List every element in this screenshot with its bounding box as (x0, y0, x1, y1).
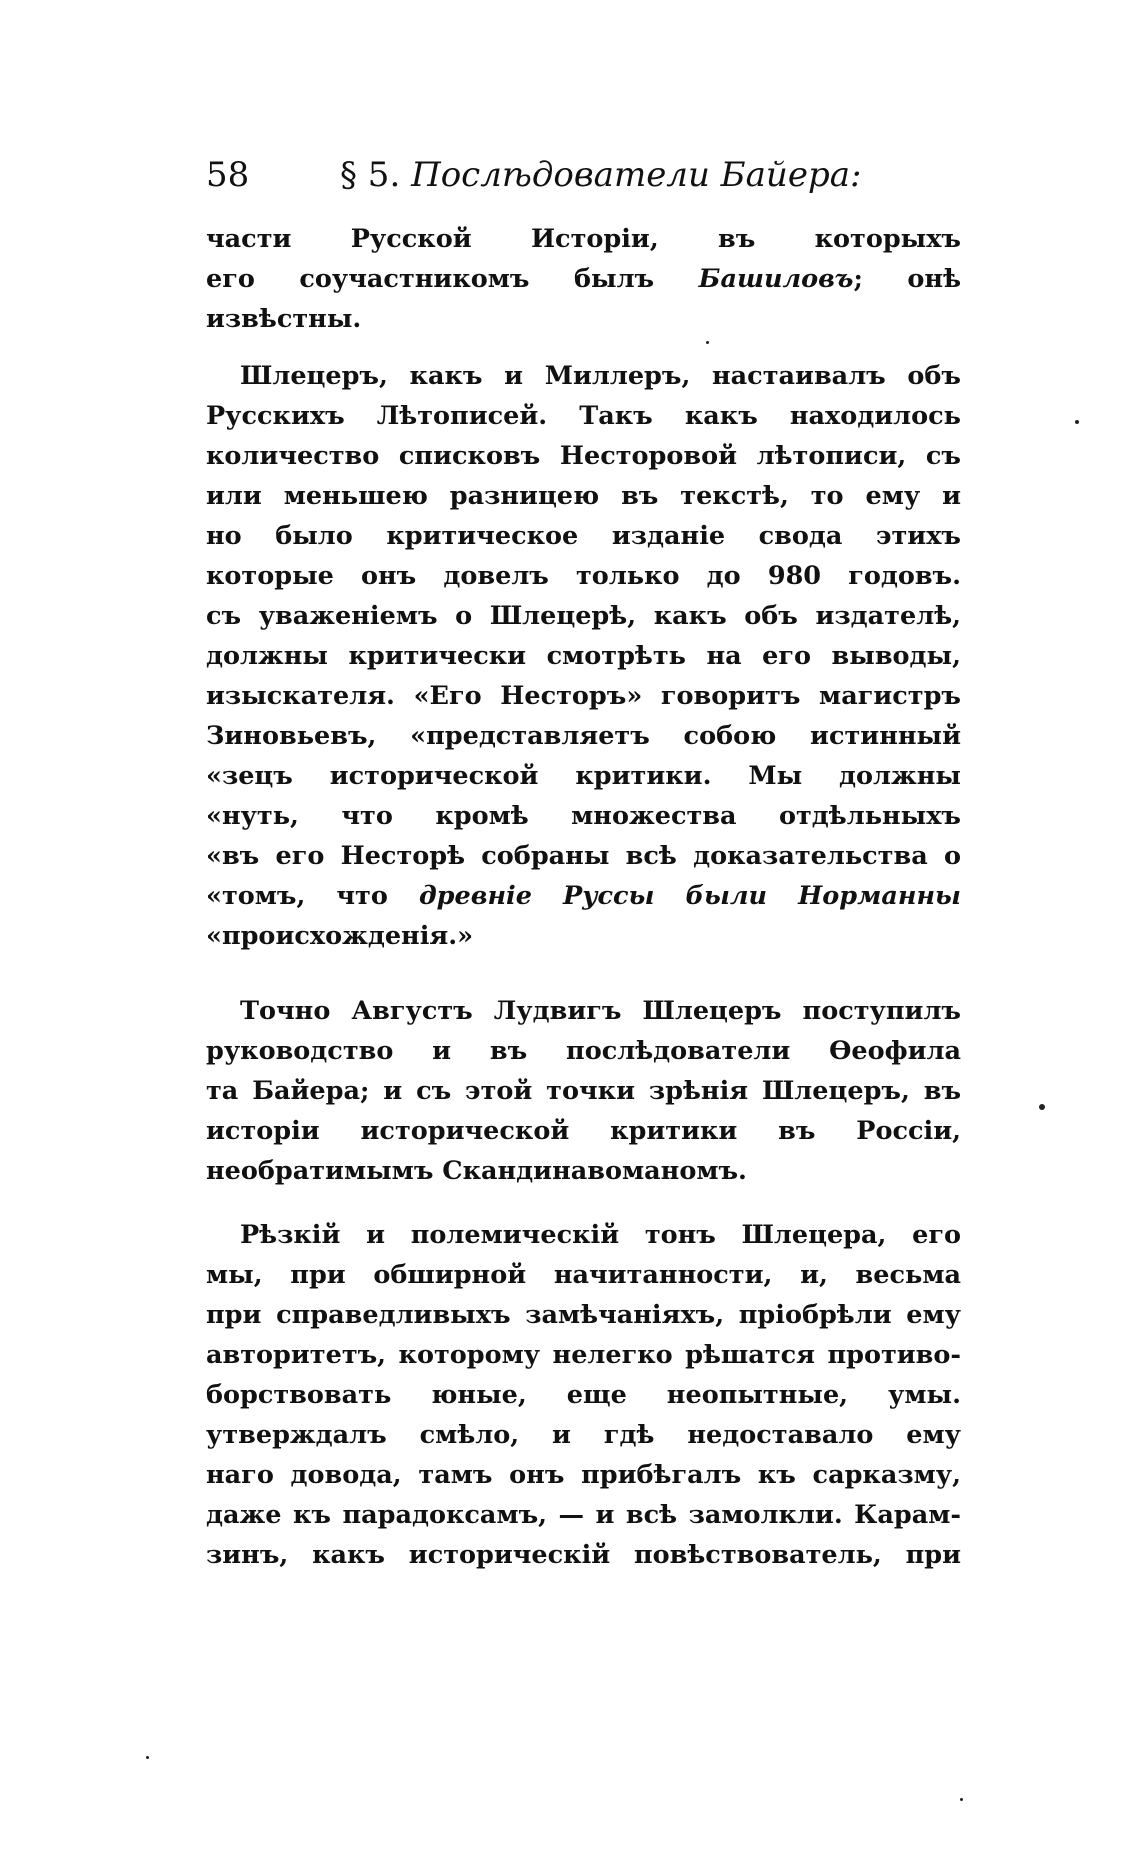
text-line: или меньшею разницею въ текстѣ, то ему и (206, 481, 961, 511)
text-line: при справедливыхъ замѣчаніяхъ, пріобрѣли ему (206, 1300, 961, 1330)
text-fragment: его соучастникомъ былъ (206, 264, 699, 294)
text-line (206, 876, 961, 916)
text-line: изыскателя. «Его Несторъ» говоритъ магистръ (206, 681, 961, 711)
text-line: но было критическое изданіе свода этихъ (206, 521, 961, 551)
scan-speck (1075, 420, 1079, 424)
paragraph-1 (206, 219, 961, 339)
text-line: зинъ, какъ историческій повѣствователь, при (206, 1540, 961, 1570)
page-number: 58 (206, 155, 250, 195)
section-heading: Послѣдователи Байера: (411, 155, 862, 195)
text-line: борствовать юные, еще неопытные, умы. (206, 1380, 961, 1410)
text-line: которые онъ довелъ только до 980 годовъ. (206, 561, 961, 591)
text-line: Точно Августъ Лудвигъ Шлецеръ поступилъ (240, 996, 961, 1026)
paragraph-2 (206, 356, 961, 956)
text-line: извѣстны. (206, 304, 362, 334)
text-line: «нуть, что кромѣ множества отдѣльныхъ (206, 801, 961, 831)
text-line: исторіи исторической критики въ Россіи, (206, 1116, 961, 1146)
italic-name: Башиловъ (698, 264, 854, 294)
text-line: Русскихъ Лѣтописей. Такъ какъ находилось (206, 401, 961, 431)
section-number: § 5. (340, 155, 401, 195)
text-line: та Байера; и съ этой точки зрѣнія Шлецеръ, въ (206, 1076, 961, 1106)
text-line: даже къ парадоксамъ, — и всѣ замолкли. Карам- (206, 1500, 961, 1530)
text-line: наго довода, тамъ онъ прибѣгалъ къ сарказму, (206, 1460, 961, 1490)
text-line: Рѣзкій и полемическій тонъ Шлецера, его (240, 1220, 961, 1250)
text-line: руководство и въ послѣдователи Ѳеофила (206, 1036, 961, 1066)
scan-speck (146, 1756, 149, 1759)
scan-speck (706, 341, 709, 344)
text-line: количество списковъ Несторовой лѣтописи, съ (206, 441, 961, 471)
text-line: необратимымъ Скандинавоманомъ. (206, 1156, 747, 1186)
paragraph-4 (206, 1215, 961, 1575)
scan-speck (1039, 1104, 1045, 1110)
italic-phrase: древніе Руссы были Норманны (418, 881, 961, 911)
text-line: Шлецеръ, какъ и Миллеръ, настаивалъ объ (240, 361, 961, 391)
text-line: утверждалъ смѣло, и гдѣ недоставало ему (206, 1420, 961, 1450)
text-line: должны критически смотрѣть на его выводы, (206, 641, 961, 671)
scan-speck (960, 1798, 963, 1801)
text-fragment: ; онѣ (853, 264, 961, 294)
text-fragment: «томъ, что (206, 881, 419, 911)
text-line (206, 259, 961, 299)
paragraph-3 (206, 991, 961, 1191)
section-title (340, 150, 861, 200)
running-head (206, 150, 966, 200)
text-line: «зецъ исторической критики. Мы должны (206, 761, 961, 791)
text-line: мы, при обширной начитанности, и, весьма (206, 1260, 961, 1290)
text-line: «происхожденія.» (206, 921, 474, 951)
text-line: съ уваженіемъ о Шлецерѣ, какъ объ издателѣ, (206, 601, 961, 631)
text-line: авторитетъ, которому нелегко рѣшатся противо- (206, 1340, 961, 1370)
text-line: Зиновьевъ, «представляетъ собою истинный (206, 721, 961, 751)
text-line: части Русской Исторіи, въ которыхъ (206, 224, 961, 254)
text-line: «въ его Несторѣ собраны всѣ доказательства о (206, 841, 961, 871)
